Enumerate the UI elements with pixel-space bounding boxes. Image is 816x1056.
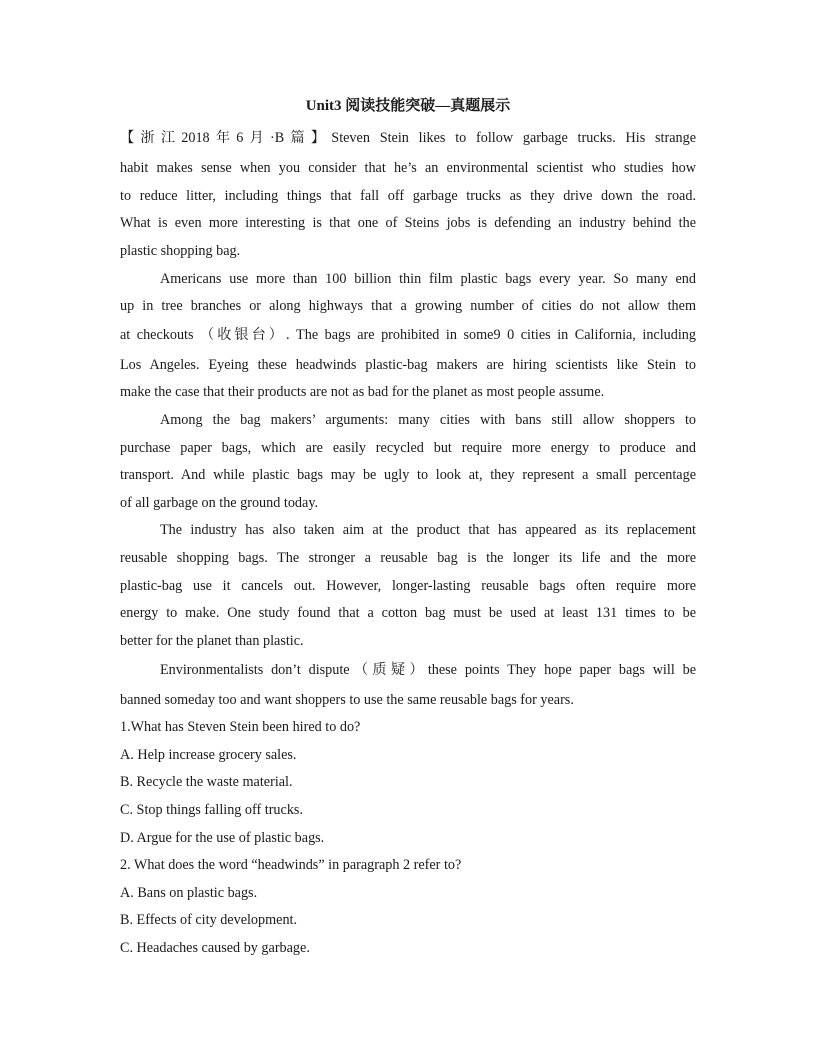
- passage-line: purchase paper bags, which are easily recycled but require more energy to produce and: [120, 440, 696, 456]
- passage-line: at checkouts （收银台）. The bags are prohibited in some9 0 cities in California, including: [120, 327, 696, 343]
- passage-line: Americans use more than 100 billion thin film plastic bags every year. So many end: [160, 271, 696, 287]
- passage-line: make the case that their products are not as bad for the planet as most people assume.: [120, 384, 605, 400]
- option-1b: B. Recycle the waste material.: [120, 774, 293, 790]
- passage-line: plastic-bag use it cancels out. However, longer-lasting reusable bags often require more: [120, 578, 696, 594]
- option-2b: B. Effects of city development.: [120, 912, 298, 928]
- question-2: 2. What does the word “headwinds” in paragraph 2 refer to?: [120, 857, 462, 873]
- passage-line: Among the bag makers’ arguments: many cities with bans still allow shoppers to: [160, 412, 696, 428]
- passage-line: Environmentalists don’t dispute（质疑）these points They hope paper bags will be: [160, 662, 696, 678]
- passage-line: What is even more interesting is that one of Steins jobs is defending an industry behind the: [120, 215, 696, 231]
- option-1d: D. Argue for the use of plastic bags.: [120, 830, 325, 846]
- passage-line: The industry has also taken aim at the product that has appeared as its replacement: [160, 522, 696, 538]
- passage-line: to reduce litter, including things that fall off garbage trucks as they drive down the road.: [120, 188, 696, 204]
- passage-line: of all garbage on the ground today.: [120, 495, 319, 511]
- passage-line: habit makes sense when you consider that he’s an environmental scientist who studies how: [120, 160, 696, 176]
- passage-line: banned someday too and want shoppers to use the same reusable bags for years.: [120, 692, 574, 708]
- option-1a: A. Help increase grocery sales.: [120, 747, 297, 763]
- option-1c: C. Stop things falling off trucks.: [120, 802, 303, 818]
- question-1: 1.What has Steven Stein been hired to do?: [120, 719, 361, 735]
- passage-line: reusable shopping bags. The stronger a reusable bag is the longer its life and the more: [120, 550, 696, 566]
- passage-line: energy to make. One study found that a cotton bag must be used at least 131 times to be: [120, 605, 696, 621]
- passage-line: plastic shopping bag.: [120, 243, 241, 259]
- passage-line: 【浙江2018年6月·B篇】Steven Stein likes to follow garbage trucks. His strange: [120, 130, 696, 146]
- passage-line: up in tree branches or along highways that a growing number of cities do not allow them: [120, 298, 696, 314]
- option-2c: C. Headaches caused by garbage.: [120, 940, 310, 956]
- passage-line: better for the planet than plastic.: [120, 633, 304, 649]
- option-2a: A. Bans on plastic bags.: [120, 885, 258, 901]
- page-title: Unit3 阅读技能突破—真题展示: [305, 98, 511, 114]
- passage-line: transport. And while plastic bags may be ugly to look at, they represent a small percentage: [120, 467, 696, 483]
- passage-line: Los Angeles. Eyeing these headwinds plastic-bag makers are hiring scientists like Stein to: [120, 357, 696, 373]
